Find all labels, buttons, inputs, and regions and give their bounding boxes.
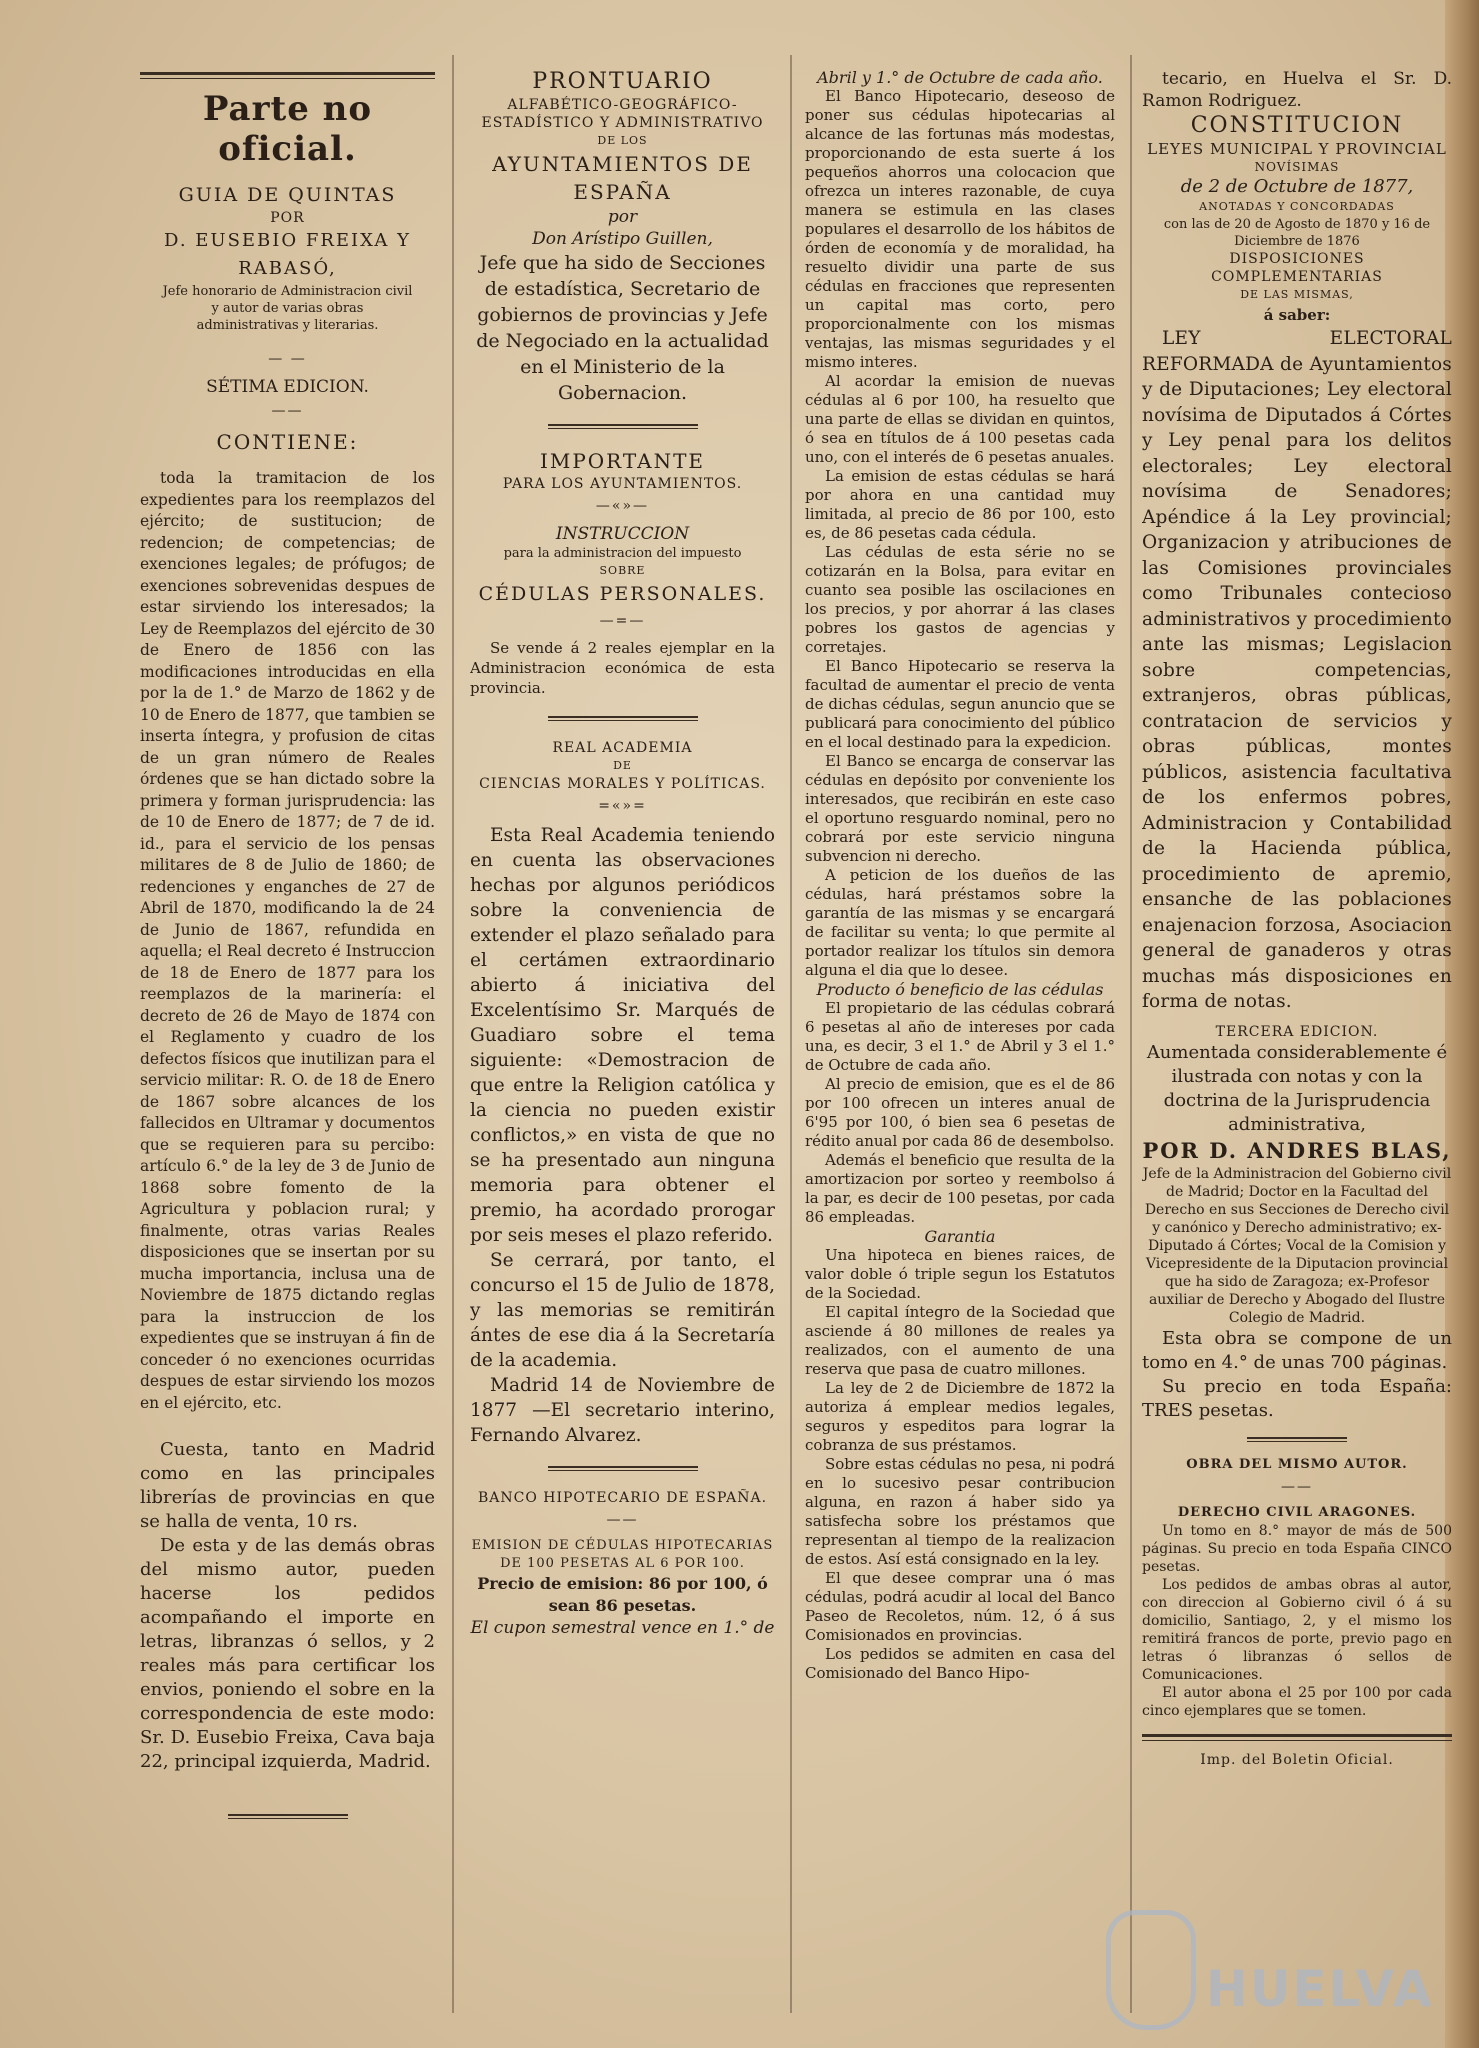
aumentada-paragraph: Aumentada considerablemente é ilustrada con notas y con la doctrina de la Jurisprudencia administrativa, [1146,1041,1448,1135]
paragraph: Un tomo en 8.° mayor de más de 500 páginas. Su precio en toda España CINCO pesetas. [1142,1522,1452,1575]
paragraph: La emision de estas cédulas se hará por ahora en una cantidad muy limitada, al precio de 86 por 100, esto es, de 86 pesetas cada cédula. [805,467,1115,542]
producto-heading: Producto ó beneficio de las cédulas [816,980,1104,999]
ayuntamientos-title: AYUNTAMIENTOS DE ESPAÑA [492,152,753,204]
de-los-label: DE LOS [597,134,648,147]
author-name: D. EUSEBIO FREIXA Y RABASÓ, [164,230,411,279]
sobre-label: SOBRE [599,564,646,577]
cedulas-heading: CÉDULAS PERSONALES. [478,583,767,605]
column-rule [452,55,454,2013]
ornament: =«»= [598,798,647,814]
paragraph: Las cédulas de esta série no se cotizarán en la Bolsa, para evitar en cuanto sea posible las oscilaciones en los precios, y por ahorrar á las clases pobres los gastos de agencias y corretajes. [805,543,1115,656]
column-4: tecario, en Huelva el Sr. D. Ramon Rodriguez. CONSTITUCION LEYES MUNICIPAL Y PROVINCIAL NOVÍSIMAS de 2 de Octubre de 1877, ANOTADAS Y CONCORDADAS con las de 20 de Agosto de 1870 y 16 de Diciembre de 1876 DISPOSICIONES COMPLEMENTARIAS DE LAS MISMAS, á saber: LEY ELECTORAL REFORMADA de Ayuntamientos y de Diputaciones; Ley electoral novísima de Diputados á Córtes y Ley penal para los delitos electorales; Ley electoral novísima de Senadores; Apéndice á la Ley provincial; Organizacion y atribuciones de las Comisiones provinciales como Tribunales contecioso administrativos y procedimiento ante las mismas; Legislacion sobre competencias, extranjeros, obras públicas, contratacion de servicios y obras públicas, montes públicos, asistencia facultativa de los enfermos pobres, Administracion y Contabilidad de la Hacienda pública, procedimiento de apremio, ensanche de las poblaciones enajenacion forzosa, Asociacion general de ganaderos y otras muchas más disposiciones en forma de notas. TERCERA EDICION. Aumentada considerablemente é ilustrada con notas y con la doctrina de la Jurisprudencia administrativa, POR D. ANDRES BLAS, Jefe de la Administracion del Gobierno civil de Madrid; Doctor en la Facultad del Derecho en sus Secciones de Derecho civil y canónico y Derecho administrativo; ex-Diputado á Córtes; Vocal de la Comision y Vicepresidente de la Diputacion provincial que ha sido de Zaragoza; ex-Profesor auxiliar de Derecho y Abogado del Ilustre Colegio de Madrid. Esta obra se compone de un tomo en 4.° de unas 700 páginas. Su precio en toda España: TRES pesetas. OBRA DEL MISMO AUTOR. —— DERECHO CIVIL ARAGONES. Un tomo en 8.° mayor de más de 500 páginas. Su precio en toda España CINCO pesetas. Los pedidos de ambas obras al autor, con direccion al Gobierno civil ó á su domicilio, Santiago, 2, y el mismo los remitirá francos de porte, previo pago en letras ó libranzas ó sellos de Comunicaciones. El autor abona el 25 por 100 por cada cinco ejemplares que se tomen. Imp. del Boletin Oficial. [1142,69,1452,1768]
ornament: —=— [599,613,646,629]
prontuario-subtitle: ALFABÉTICO-GEOGRÁFICO-ESTADÍSTICO Y ADMINISTRATIVO [481,97,764,131]
instruccion-heading: INSTRUCCION [555,524,690,544]
cupon-line: El cupon semestral vence en 1.° de [470,1618,775,1638]
paragraph: Una hipoteca en bienes raices, de valor doble ó triple segun los Estatutos de la Sociedad. [805,1246,1115,1302]
orders-paragraph: De esta y de las demás obras del mismo autor, pueden hacerse los pedidos acompañando el importe en letras, libranzas ó sellos, y 2 reales más para certificar los envios, poniendo el sobre en la correspondencia de este modo: Sr. D. Eusebio Freixa, Cava baja 22, principal izquierda, Madrid. [140,1535,435,1772]
de-las-label: DE LAS MISMAS, [1240,288,1354,301]
archive-watermark [1086,1900,1476,2030]
por-label: POR [270,210,305,226]
paragraph: Al precio de emision, que es el de 86 por 100 ofrecen un interes anual de 6'95 por 100, ó bien sea 6 pesetas de rédito anual por cada 86 de desembolso. [805,1075,1115,1150]
imprenta-line: Imp. del Boletin Oficial. [1200,1751,1394,1768]
continued-heading: Abril y 1.° de Octubre de cada año. [817,68,1103,87]
price-paragraph: Cuesta, tanto en Madrid como en las principales librerías de provincias en que se halla de venta, 10 rs. [140,1439,435,1532]
author-description: Jefe honorario de Administracion civil y autor de varias obras administrativas y literarias. [162,284,413,333]
author-description: Jefe que ha sido de Secciones de estadística, Secretario de gobiernos de provincias y Jefe de Negociado en la actualidad en el Ministerio de la Gobernacion. [476,252,769,404]
banco-heading: BANCO HIPOTECARIO DE ESPAÑA. [477,1490,768,1506]
rule [140,72,435,79]
tercera-edicion: TERCERA EDICION. [1215,1023,1379,1040]
column-rule [1130,55,1132,2013]
coat-of-arms-icon [1106,1910,1196,2030]
continued-paragraph: tecario, en Huelva el Sr. D. Ramon Rodriguez. [1142,69,1452,111]
paragraph: Además el beneficio que resulta de la amortizacion por sorteo y reembolso á la par, es decir de 100 pesetas, por cada 86 empleadas. [805,1151,1115,1226]
leyes-heading: LEYES MUNICIPAL Y PROVINCIAL [1147,140,1447,158]
contents-paragraph: toda la tramitacion de los expedientes para los reemplazos del ejército; de sustitucion; de redencion; de competencias; de exenciones legales; de prófugos; de exenciones sobrevenidas despues de estar sirviendo los interesados; la Ley de Reemplazos del ejército de 30 de Enero de 1856 con las modificaciones introducidas en ella por la de 1.° de Marzo de 1862 y de 10 de Enero de 1877, que tambien se inserta íntegra, y profusion de citas de un gran número de Reales órdenes que se han dictado sobre la primera y forman jurisprudencia: las de 10 de Enero de 1877; de 7 de id. id., para el servicio de los pensas militares de 8 de Julio de 1860; de redenciones y enganches de 27 de Abril de 1870, modificando la de 24 de Junio de 1867, refundida en aquella; el Real decreto é Instruccion de 18 de Enero de 1877 para los reemplazos de la marinería: el decreto de 26 de Mayo de 1874 con el Reglamento y cuadro de los defectos físicos que inutilizan para el servicio militar: R. O. de 18 de Enero de 1867 sobre alcances de los fallecidos en Ultramar y documentos que se requieren para su percibo: artículo 6.° de la ley de 3 de Junio de 1868 sobre fomento de la Agricultura y poblacion rural; y finalmente, otras varias Reales disposiciones que se insertan por su mucha importancia, inclusa una de Noviembre de 1875 dictando reglas para la instruccion de los expedientes que se instruyan á fin de conceder ó no exenciones ocurridas despues de estar sirviendo los mozos en el ejército, etc. [140,469,435,1412]
author-name: POR D. ANDRES BLAS, [1142,1137,1452,1163]
cerrara-paragraph: Se cerrará, por tanto, el concurso el 15 de Julio de 1878, y las memorias se remitirán ántes de ese dia á la Secretaría de la academia. [470,1250,775,1371]
column-rule [790,55,792,2013]
se-vende-paragraph: Se vende á 2 reales ejemplar en la Administracion económica de esta provincia. [470,639,775,697]
column-2: PRONTUARIO ALFABÉTICO-GEOGRÁFICO-ESTADÍSTICO Y ADMINISTRATIVO DE LOS AYUNTAMIENTOS DE ESPAÑA por Don Arístipo Guillen, Jefe que ha sido de Secciones de estadística, Secretario de gobiernos de provincias y Jefe de Negociado en la actualidad en el Ministerio de la Gobernacion. IMPORTANTE PARA LOS AYUNTAMIENTOS. —«»— INSTRUCCION para la administracion del impuesto SOBRE CÉDULAS PERSONALES. —=— Se vende á 2 reales ejemplar en la Administracion económica de esta provincia. REAL ACADEMIA DE CIENCIAS MORALES Y POLÍTICAS. =«»= Esta Real Academia teniendo en cuenta las observaciones hechas por algunos periódicos sobre la conveniencia de extender el plazo señalado para el certámen extraordinario abierto á iniciativa del Excelentísimo Sr. Marqués de Guadiaro sobre el tema siguiente: «Demostracion de que entre la Religion católica y la ciencia no pueden existir conflictos,» en vista de que no se ha presentado aun ninguna memoria para obtener el premio, ha acordado prorogar por seis meses el plazo referido. Se cerrará, por tanto, el concurso el 15 de Julio de 1878, y las memorias se remitirán ántes de ese dia á la Secretaría de la academia. Madrid 14 de Noviembre de 1877 —El secretario interino, Fernando Alvarez. BANCO HIPOTECARIO DE ESPAÑA. —— EMISION DE CÉDULAS HIPOTECARIAS DE 100 PESETAS AL 6 POR 100. Precio de emision: 86 por 100, ó sean 86 pesetas. El cupon semestral vence en 1.° de [470,69,775,1638]
paragraph: Los pedidos se admiten en casa del Comisionado del Banco Hipo- [805,1645,1115,1682]
constitucion-title: CONSTITUCION [1190,113,1404,138]
ciencias-heading: CIENCIAS MORALES Y POLÍTICAS. [479,776,766,792]
paragraph: El Banco Hipotecario se reserva la facultad de aumentar el precio de venta de dichas cédulas, segun anuncio que se publicará para conocimiento del público en el local destinado para la expedicion. [805,657,1115,751]
derecho-heading: DERECHO CIVIL ARAGONES. [1177,1504,1417,1520]
rule [1142,1734,1452,1741]
column-1: Parte no oficial. GUIA DE QUINTAS POR D. EUSEBIO FREIXA Y RABASÓ, Jefe honorario de Administracion civil y autor de varias obras administrativas y literarias. — — SÉTIMA EDICION. —— CONTIENE: toda la tramitacion de los expedientes para los reemplazos del ejército; de sustitucion; de redencion; de competencias; de exenciones legales; de prófugos; de exenciones sobrevenidas despues de estar sirviendo los interesados; la Ley de Reemplazos del ejército de 30 de Enero de 1856 con las modificaciones introducidas en ella por la de 1.° de Marzo de 1862 y de 10 de Enero de 1877, que tambien se inserta íntegra, y profusion de citas de un gran número de Reales órdenes que se han dictado sobre la primera y forman jurisprudencia: las de 10 de Enero de 1877; de 7 de id. id., para el servicio de los pensas militares de 8 de Julio de 1860; de redenciones y enganches de 27 de Abril de 1870, modificando la de 24 de Junio de 1867, refundida en aquella; el Real decreto é Instruccion de 18 de Enero de 1877 para los reemplazos de la marinería: el decreto de 26 de Mayo de 1874 con el Reglamento y cuadro de los defectos físicos que inutilizan para el servicio militar: R. O. de 18 de Enero de 1867 sobre alcances de los fallecidos en Ultramar y documentos que se requieren para su percibo: artículo 6.° de la ley de 3 de Junio de 1868 sobre fomento de la Agricultura y poblacion rural; y finalmente, otras varias Reales disposiciones que se insertan por su mucha importancia, inclusa una de Noviembre de 1875 dictando reglas para la instruccion de los expedientes que se instruyan á fin de conceder ó no exenciones ocurridas despues de estar sirviendo los mozos en el ejército, etc. Cuesta, tanto en Madrid como en las principales librerías de provincias en que se halla de venta, 10 rs. De esta y de las demás obras del mismo autor, pueden hacerse los pedidos acompañando el importe en letras, libranzas ó sellos, y 2 reales más para certificar los envios, poniendo el sobre en la correspondencia de este modo: Sr. D. Eusebio Freixa, Cava baja 22, principal izquierda, Madrid. [140,68,435,2028]
a-saber-label: á saber: [1263,306,1331,324]
paragraph: La ley de 2 de Diciembre de 1872 la autoriza á emplear medios legales, seguros y espeditos para lograr la cobranza de sus préstamos. [805,1379,1115,1454]
rule [548,424,698,429]
paragraph: A peticion de los dueños de las cédulas, hará préstamos sobre la garantía de las mismas y se encargará de facilitar su venta; lo que permite al portador realizar los títulos sin demora alguna el dia que lo desee. [805,866,1115,979]
emision-heading: EMISION DE CÉDULAS HIPOTECARIAS DE 100 PESETAS AL 6 POR 100. [471,1538,774,1571]
paragraph: Los pedidos de ambas obras al autor, con direccion al Gobierno civil ó á su domicilio, Santiago, 2, y el mismo los remitirá francos de porte, previo pago en letras ó libranzas ó sellos de Comunicaciones. [1142,1576,1452,1683]
book-title: GUIA DE QUINTAS [178,184,397,206]
paragraph: El propietario de las cédulas cobrará 6 pesetas al año de intereses por cada una, es decir, 3 el 1.° de Abril y 3 el 1.° de Octubre de cada año. [805,999,1115,1074]
madrid-signature: Madrid 14 de Noviembre de 1877 —El secretario interino, Fernando Alvarez. [470,1375,775,1446]
instruccion-desc: para la administracion del impuesto [503,546,742,561]
paragraph: El que desee comprar una ó mas cédulas, podrá acudir al local del Banco Paseo de Recoletos, núm. 12, ó á sus Comisionados en provincias. [805,1569,1115,1644]
edition-label: SÉTIMA EDICION. [206,377,369,397]
paragraph: El Banco Hipotecario, deseoso de poner sus cédulas hipotecarias al alcance de las fortunas más modestas, proporcionando de esta suerte á los pequeños ahorros una colocacion que ofrezca un interes razonable, de cuya manera se estimula en las clases populares el desarrollo de los hábitos de órden de economía y de moralidad, ha resuelto dividir una parte de sus cédulas en fracciones que representen un capital mas corto, pero proporcionalmente con los mismas ventajas, las mismas seguridades y el mismo interes. [805,87,1115,371]
date-heading: de 2 de Octubre de 1877, [1180,176,1414,197]
author-bio: Jefe de la Administracion del Gobierno civil de Madrid; Doctor en la Facultad del Derecho en sus Secciones de Derecho civil y canónico y Derecho administrativo; ex-Diputado á Córtes; Vocal de la Comision y Vicepresidente de la Diputacion provincial que ha sido de Zaragoza; ex-Profesor auxiliar de Derecho y Abogado del Ilustre Colegio de Madrid. [1142,1165,1452,1326]
disposiciones-heading: DISPOSICIONES COMPLEMENTARIAS [1211,251,1383,285]
real-academia-heading: REAL ACADEMIA [552,740,693,756]
section-title: Parte no oficial. [202,89,373,169]
paragraph: El autor abona el 25 por 100 por cada cinco ejemplares que se tomen. [1142,1684,1452,1719]
ornament: —«»— [595,498,650,514]
paragraph: El capital íntegro de la Sociedad que asciende á 80 millones de reales ya realizados, con el aumento de una reserva que pasa de cuatro millones. [805,1303,1115,1378]
rule [228,1814,348,1819]
rule [548,1466,698,1471]
precio-emision: Precio de emision: 86 por 100, ó sean 86 pesetas. [477,1574,768,1615]
por-label: por [607,207,638,227]
precio-paragraph: Su precio en toda España: TRES pesetas. [1142,1375,1452,1421]
obra-heading: OBRA DEL MISMO AUTOR. [1186,1456,1408,1472]
importante-heading: IMPORTANTE [539,449,706,473]
de-label: DE [613,759,632,772]
tomo-paragraph: Esta obra se compone de un tomo en 4.° de unas 700 páginas. [1142,1327,1452,1373]
author-name: Don Arístipo Guillen, [532,229,713,249]
con-las-line: con las de 20 de Agosto de 1870 y 16 de Diciembre de 1876 [1163,217,1431,249]
column-3 [805,68,1115,2028]
contents-list: LEY ELECTORAL REFORMADA de Ayuntamientos y de Diputaciones; Ley electoral novísima de Diputados á Córtes y Ley penal para los delitos electorales; Ley electoral novísima de Senadores; Apéndice á la Ley provincial; Organizacion y atribuciones de las Comisiones provinciales como Tribunales contecioso administrativos y procedimiento ante las mismas; Legislacion sobre competencias, extranjeros, obras públicas, contratacion de servicios y obras públicas, montes públicos, asistencia facultativa de los enfermos pobres, Administracion y Contabilidad de la Hacienda pública, procedimiento de apremio, ensanche de las poblaciones enajenacion forzosa, Asociacion general de ganaderos y otras muchas más disposiciones en forma de notas. [1142,328,1452,1012]
prontuario-title: PRONTUARIO [532,69,713,94]
paragraph: Sobre estas cédulas no pesa, ni podrá en lo sucesivo pesar contribucion alguna, en razon á haber sido ya satisfecha sobre los préstamos que representan al tiempo de la realizacion de estos. Así está consignado en la ley. [805,1455,1115,1568]
anotadas-label: ANOTADAS Y CONCORDADAS [1199,200,1395,213]
academia-paragraph: Esta Real Academia teniendo en cuenta las observaciones hechas por algunos periódicos sobre la conveniencia de extender el plazo señalado para el certámen extraordinario abierto á iniciativa del Excelentísimo Sr. Marqués de Guadiaro sobre el tema siguiente: «Demostracion de que entre la Religion católica y la ciencia no pueden existir conflictos,» en vista de que no se ha presentado aun ninguna memoria para obtener el premio, ha acordado prorogar por seis meses el plazo referido. [470,825,775,1246]
rule [548,716,698,721]
paragraph: Al acordar la emision de nuevas cédulas al 6 por 100, ha resuelto que una parte de ellas se dividan en quintos, ó sea en títulos de á 100 pesetas cada uno, con el interés de 6 pesetas anuales. [805,372,1115,466]
novisimas-label: NOVÍSIMAS [1254,160,1340,174]
garantia-heading: Garantia [924,1227,996,1246]
paragraph: El Banco se encarga de conservar las cédulas en depósito por conveniente los interesados, que recibirán en este caso el oportuno resguardo nominal, pero no cobrará por este servicio ninguna subvencion ni derecho. [805,752,1115,865]
rule [1247,1437,1347,1442]
para-label: PARA LOS AYUNTAMIENTOS. [502,476,743,492]
watermark-text: HUELVA [1206,1960,1434,2018]
contiene-heading: CONTIENE: [216,430,359,454]
